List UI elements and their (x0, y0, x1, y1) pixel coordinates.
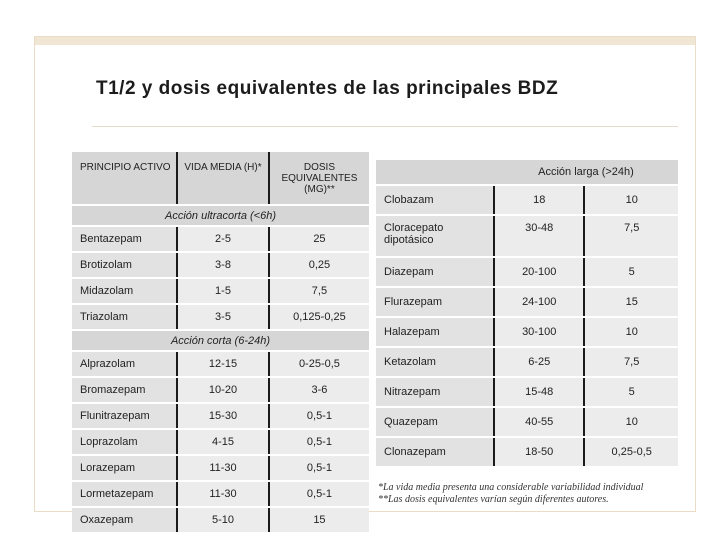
equivalent-dose: 7,5 (269, 278, 369, 304)
half-life: 40-55 (494, 407, 584, 437)
half-life: 30-48 (494, 215, 584, 257)
equivalent-dose: 10 (584, 185, 678, 215)
half-life: 15-30 (177, 403, 269, 429)
table-row (72, 429, 369, 455)
drug-name: Cloracepato dipotásico (376, 215, 494, 257)
table-row (376, 317, 678, 347)
table-row (72, 507, 369, 533)
header-vida-media: VIDA MEDIA (H)* (177, 152, 269, 205)
half-life: 18-50 (494, 437, 584, 467)
footnotes (378, 482, 643, 506)
half-life: 6-25 (494, 347, 584, 377)
equivalent-dose: 7,5 (584, 215, 678, 257)
title-divider (92, 126, 678, 127)
table-row (376, 407, 678, 437)
table-row (72, 377, 369, 403)
table-row (376, 377, 678, 407)
table-row (72, 304, 369, 330)
footnote-half-life: *La vida media presenta una considerable variabilidad individual (378, 482, 644, 493)
table-row (376, 347, 678, 377)
table-row (72, 403, 369, 429)
right-benzodiazepine-table (376, 160, 678, 468)
half-life: 1-5 (177, 278, 269, 304)
equivalent-dose: 0,25 (269, 252, 369, 278)
left-benzodiazepine-table (72, 152, 369, 534)
group-label: Acción larga (>24h) (494, 160, 678, 185)
drug-name: Clonazepam (376, 437, 494, 467)
half-life: 3-8 (177, 252, 269, 278)
half-life: 11-30 (177, 455, 269, 481)
drug-name: Nitrazepam (376, 377, 494, 407)
table-row (72, 226, 369, 252)
group-row-corta (72, 330, 369, 351)
slide-title: T1/2 y dosis equivalentes de las principales BDZ (96, 78, 559, 99)
table-header-row (72, 152, 369, 205)
half-life: 3-5 (177, 304, 269, 330)
drug-name: Loprazolam (72, 429, 177, 455)
drug-name: Lorazepam (72, 455, 177, 481)
table-row (72, 481, 369, 507)
drug-name: Ketazolam (376, 347, 494, 377)
table-row (72, 252, 369, 278)
equivalent-dose: 0-25-0,5 (269, 351, 369, 377)
equivalent-dose: 0,5-1 (269, 429, 369, 455)
half-life: 18 (494, 185, 584, 215)
drug-name: Quazepam (376, 407, 494, 437)
drug-name: Midazolam (72, 278, 177, 304)
table-row (376, 257, 678, 287)
group-label: Acción ultracorta (<6h) (72, 205, 369, 226)
drug-name: Halazepam (376, 317, 494, 347)
drug-name: Diazepam (376, 257, 494, 287)
table-row (72, 278, 369, 304)
equivalent-dose: 25 (269, 226, 369, 252)
half-life: 20-100 (494, 257, 584, 287)
equivalent-dose: 0,5-1 (269, 481, 369, 507)
table-row (376, 287, 678, 317)
drug-name: Alprazolam (72, 351, 177, 377)
half-life: 5-10 (177, 507, 269, 533)
drug-name: Triazolam (72, 304, 177, 330)
equivalent-dose: 3-6 (269, 377, 369, 403)
equivalent-dose: 7,5 (584, 347, 678, 377)
half-life: 24-100 (494, 287, 584, 317)
drug-name: Bentazepam (72, 226, 177, 252)
table-row (376, 437, 678, 467)
half-life: 11-30 (177, 481, 269, 507)
footnote-equivalent-dose: **Las dosis equivalentes varían según diferentes autores. (378, 494, 609, 505)
header-dosis-equivalentes: DOSIS EQUIVALENTES (MG)** (269, 152, 369, 205)
half-life: 15-48 (494, 377, 584, 407)
equivalent-dose: 15 (584, 287, 678, 317)
equivalent-dose: 10 (584, 317, 678, 347)
drug-name: Oxazepam (72, 507, 177, 533)
table-row (72, 351, 369, 377)
half-life: 4-15 (177, 429, 269, 455)
equivalent-dose: 0,25-0,5 (584, 437, 678, 467)
drug-name: Bromazepam (72, 377, 177, 403)
group-row-ultracorta (72, 205, 369, 226)
equivalent-dose: 5 (584, 377, 678, 407)
half-life: 2-5 (177, 226, 269, 252)
half-life: 30-100 (494, 317, 584, 347)
group-row-larga (376, 160, 678, 185)
drug-name: Flurazepam (376, 287, 494, 317)
drug-name: Brotizolam (72, 252, 177, 278)
drug-name: Lormetazepam (72, 481, 177, 507)
equivalent-dose: 0,5-1 (269, 455, 369, 481)
table-row (72, 455, 369, 481)
equivalent-dose: 5 (584, 257, 678, 287)
equivalent-dose: 15 (269, 507, 369, 533)
group-label: Acción corta (6-24h) (72, 330, 369, 351)
slide-top-bar (35, 37, 695, 45)
table-row (376, 215, 678, 257)
equivalent-dose: 10 (584, 407, 678, 437)
drug-name: Clobazam (376, 185, 494, 215)
header-principio-activo: PRINCIPIO ACTIVO (72, 152, 177, 205)
half-life: 10-20 (177, 377, 269, 403)
header-spacer (376, 160, 494, 185)
drug-name: Flunitrazepam (72, 403, 177, 429)
equivalent-dose: 0,125-0,25 (269, 304, 369, 330)
half-life: 12-15 (177, 351, 269, 377)
equivalent-dose: 0,5-1 (269, 403, 369, 429)
table-row (376, 185, 678, 215)
